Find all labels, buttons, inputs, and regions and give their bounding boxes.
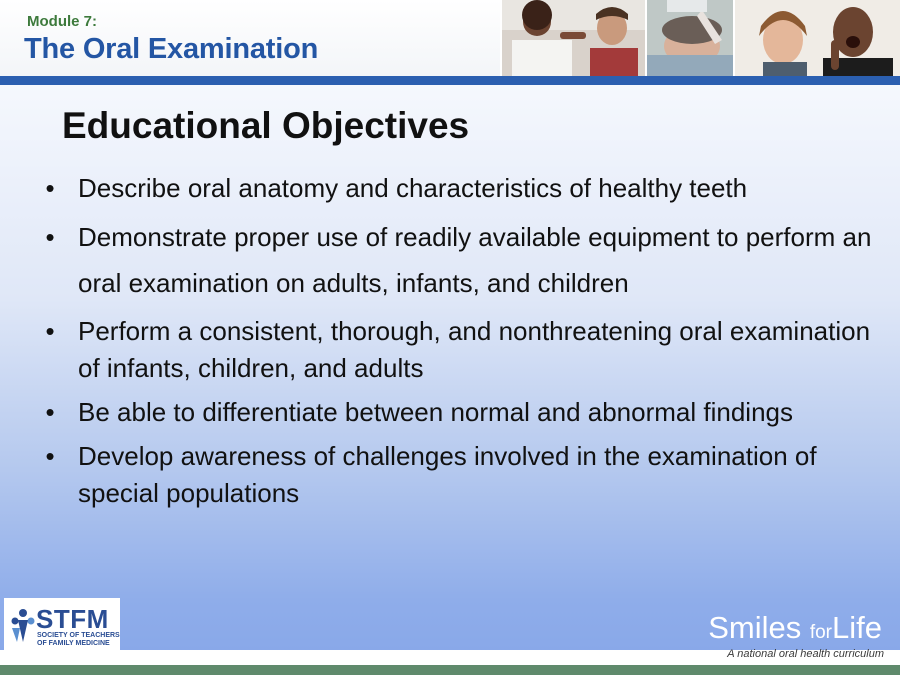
objective-text: Demonstrate proper use of readily available equipment to perform an oral examination on adults, infants, and children bbox=[78, 222, 872, 298]
list-item bbox=[40, 313, 880, 387]
list-item bbox=[40, 394, 880, 431]
bullet-icon: • bbox=[45, 173, 55, 203]
brand-for: for bbox=[809, 622, 833, 643]
brand-part-1: Smiles bbox=[708, 610, 810, 645]
brand-part-2: Life bbox=[832, 610, 882, 645]
patient-open-mouth-photo bbox=[733, 0, 900, 76]
tagline: A national oral health curriculum bbox=[727, 648, 884, 660]
stfm-full-name: SOCIETY OF TEACHERS OF FAMILY MEDICINE bbox=[37, 632, 120, 647]
bullet-icon: • bbox=[45, 397, 55, 427]
bullet-icon: • bbox=[45, 222, 55, 252]
objective-text: Describe oral anatomy and characteristics of healthy teeth bbox=[78, 173, 748, 203]
objective-text: Be able to differentiate between normal and abnormal findings bbox=[78, 397, 793, 427]
footer-rule bbox=[0, 665, 900, 675]
clinician-examining-child-photo bbox=[500, 0, 647, 76]
objectives-list bbox=[40, 170, 880, 519]
objective-text: Develop awareness of challenges involved in the examination of special populations bbox=[78, 441, 817, 508]
slide-title: Educational Objectives bbox=[62, 105, 470, 146]
list-item bbox=[40, 170, 880, 207]
bullet-icon: • bbox=[45, 441, 55, 471]
module-title: The Oral Examination bbox=[24, 33, 319, 65]
list-item bbox=[40, 438, 880, 512]
stfm-logo bbox=[4, 598, 120, 654]
bullet-icon: • bbox=[45, 316, 55, 346]
dental-examination-photo bbox=[645, 0, 735, 76]
module-label: Module 7: bbox=[27, 13, 97, 30]
list-item bbox=[40, 214, 880, 306]
header-bar bbox=[0, 76, 900, 85]
stfm-figures-icon bbox=[10, 608, 36, 644]
smiles-for-life-logo bbox=[708, 610, 882, 646]
stfm-abbrev: STFM bbox=[36, 604, 109, 634]
header bbox=[0, 0, 900, 76]
objective-text: Perform a consistent, thorough, and nonthreatening oral examination of infants, children, and adults bbox=[78, 316, 871, 383]
